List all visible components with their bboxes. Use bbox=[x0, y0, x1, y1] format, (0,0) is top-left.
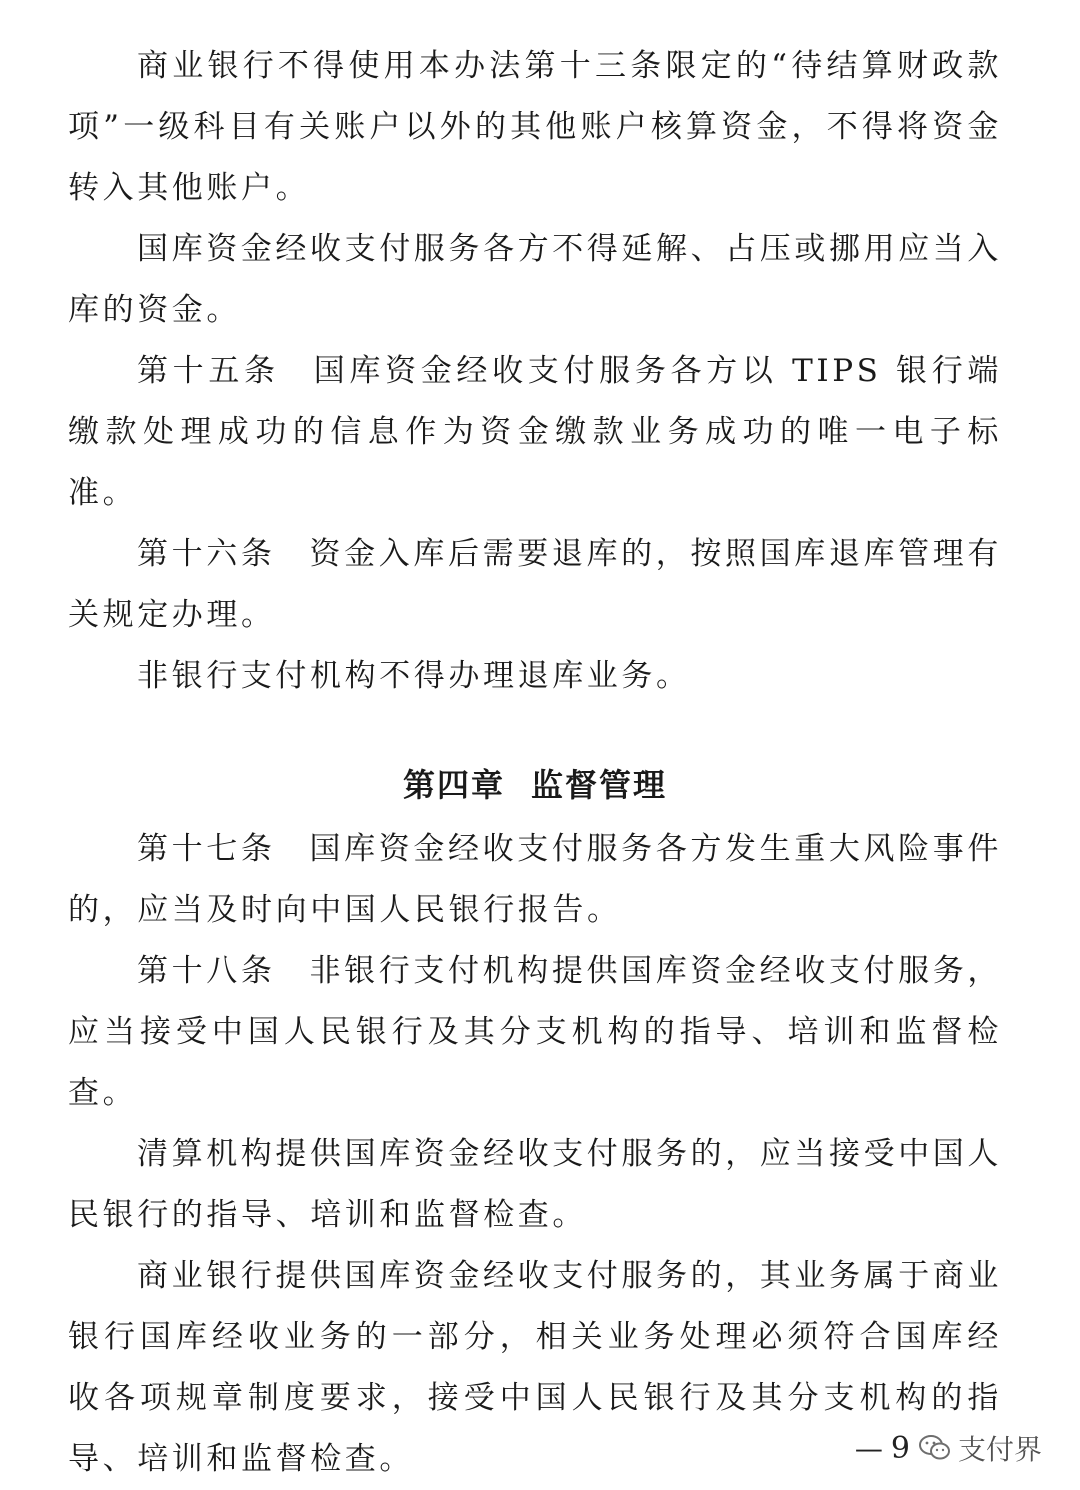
article-17-text: 国库资金经收支付服务各方发生重大风险事件的，应当及时向中国人民银行报告。 bbox=[68, 831, 1003, 928]
article-18-number: 第十八条 bbox=[137, 953, 276, 989]
section-gap bbox=[68, 707, 1002, 737]
chapter-number: 第四章 bbox=[402, 766, 505, 804]
page-number: 9 bbox=[890, 1430, 910, 1466]
wechat-icon bbox=[918, 1433, 952, 1463]
paragraph-commercial-bank-accounts: 商业银行不得使用本办法第十三条限定的“待结算财政款项”一级科目有关账户以外的其他账户核算资金，不得将资金转入其他账户。 bbox=[68, 48, 1002, 206]
paragraph-commercial-banks: 商业银行提供国库资金经收支付服务的，其业务属于商业银行国库经收业务的一部分，相关业务处理必须符合国库经收各项规章制度要求，接受中国人民银行及其分支机构的指导、培训和监督检查。 bbox=[68, 1258, 1002, 1477]
chapter-heading bbox=[68, 755, 1002, 815]
watermark bbox=[918, 1428, 1042, 1468]
paragraph-clearing-institutions: 清算机构提供国库资金经收支付服务的，应当接受中国人民银行的指导、培训和监督检查。 bbox=[68, 1136, 1002, 1233]
article-18-text: 非银行支付机构提供国库资金经收支付服务，应当接受中国人民银行及其分支机构的指导、培训和监督检查。 bbox=[68, 953, 1003, 1111]
document-page bbox=[68, 36, 1002, 1490]
article-15 bbox=[68, 341, 1002, 524]
article-15-text: 国库资金经收支付服务各方以 TIPS 银行端缴款处理成功的信息作为资金缴款业务成功的唯一电子标准。 bbox=[68, 353, 1002, 511]
watermark-text: 支付界 bbox=[957, 1433, 1042, 1466]
paragraph-no-delay: 国库资金经收支付服务各方不得延解、占压或挪用应当入库的资金。 bbox=[68, 231, 1002, 328]
footer-dash: — bbox=[854, 1431, 883, 1465]
article-16-number: 第十六条 bbox=[137, 536, 276, 572]
article-16-text: 资金入库后需要退库的，按照国库退库管理有关规定办理。 bbox=[68, 536, 1003, 633]
article-18 bbox=[68, 941, 1002, 1124]
paragraph-no-refund: 非银行支付机构不得办理退库业务。 bbox=[137, 658, 691, 694]
article-15-number: 第十五条 bbox=[137, 353, 280, 389]
article-16 bbox=[68, 524, 1002, 646]
chapter-title: 监督管理 bbox=[531, 766, 668, 804]
article-17 bbox=[68, 819, 1002, 941]
article-17-number: 第十七条 bbox=[137, 831, 276, 867]
page-footer bbox=[855, 1428, 1042, 1468]
